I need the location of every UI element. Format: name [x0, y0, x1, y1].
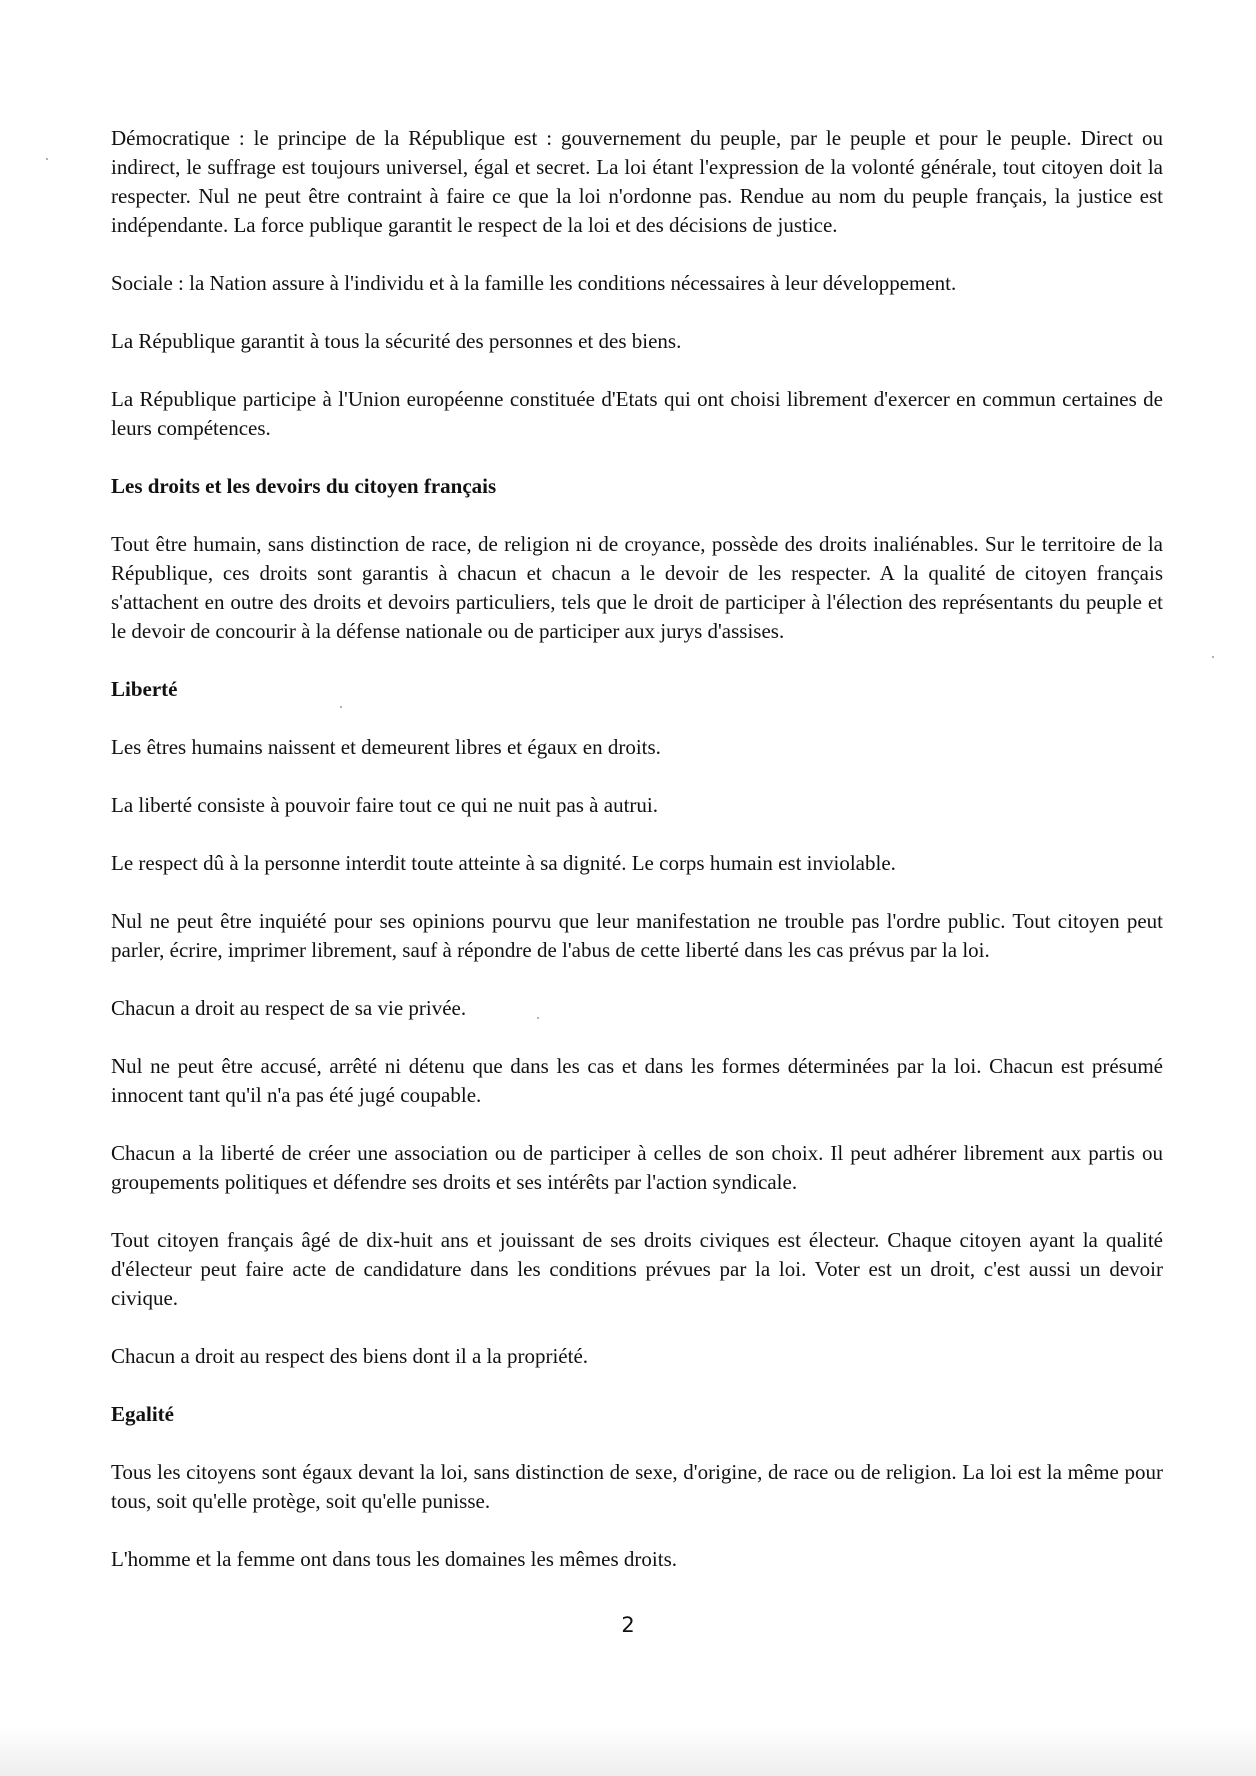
- paragraph-sociale: Sociale : la Nation assure à l'individu et à la famille les conditions nécessaires à leur développement.: [111, 271, 957, 295]
- paragraph-propriete: Chacun a droit au respect des biens dont il a la propriété.: [111, 1344, 589, 1368]
- paragraph-securite: La République garantit à tous la sécurité des personnes et des biens.: [111, 329, 682, 353]
- scan-speck: [1212, 656, 1214, 658]
- paragraph-egalite-loi: Tous les citoyens sont égaux devant la loi, sans distinction de sexe, d'origine, de race ou de religion. La loi est la même pour tous, soit qu'elle protège, soit qu'elle punisse.: [111, 1460, 1163, 1513]
- document-body: [111, 124, 1163, 1603]
- paragraph-electeur: Tout citoyen français âgé de dix-huit ans et jouissant de ses droits civiques est électeur. Chaque citoyen ayant la qualité d'électeur peut faire acte de candidature dans les conditions prévues par la loi. Voter est un droit, c'est aussi un devoir civique.: [111, 1228, 1163, 1310]
- page-number: 2: [621, 1613, 635, 1637]
- heading-droits-devoirs: Les droits et les devoirs du citoyen français: [111, 474, 497, 498]
- paragraph-union-europeenne: La République participe à l'Union européenne constituée d'Etats qui ont choisi librement d'exercer en commun certaines de leurs compétences.: [111, 387, 1163, 440]
- paragraph-democratique: Démocratique : le principe de la République est : gouvernement du peuple, par le peuple et pour le peuple. Direct ou indirect, le suffrage est toujours universel, égal et secret. La loi étant l'expression de la volonté générale, tout citoyen doit la respecter. Nul ne peut être contraint à faire ce que la loi n'ordonne pas. Rendue au nom du peuple français, la justice est indépendante. La force publique garantit le respect de la loi et des décisions de justice.: [111, 126, 1163, 237]
- heading-egalite: Egalité: [111, 1402, 174, 1426]
- paragraph-vie-privee: Chacun a droit au respect de sa vie privée.: [111, 996, 467, 1020]
- paragraph-droits-inalienables: Tout être humain, sans distinction de race, de religion ni de croyance, possède des droits inaliénables. Sur le territoire de la République, ces droits sont garantis à chacun et chacun a le devoir de les respecter. A la qualité de citoyen français s'attachent en outre des droits et devoirs particuliers, tels que le droit de participer à l'élection des représentants du peuple et le devoir de concourir à la défense nationale ou de participer aux jurys d'assises.: [111, 532, 1163, 643]
- scan-speck: [46, 158, 48, 160]
- scan-speck: [537, 1017, 539, 1019]
- paragraph-opinions: Nul ne peut être inquiété pour ses opinions pourvu que leur manifestation ne trouble pas l'ordre public. Tout citoyen peut parler, écrire, imprimer librement, sauf à répondre de l'abus de cette liberté dans les cas prévus par la loi.: [111, 909, 1163, 962]
- paragraph-libres-egaux: Les êtres humains naissent et demeurent libres et égaux en droits.: [111, 735, 661, 759]
- paragraph-dignite: Le respect dû à la personne interdit toute atteinte à sa dignité. Le corps humain est inviolable.: [111, 851, 896, 875]
- paragraph-liberte-definition: La liberté consiste à pouvoir faire tout ce qui ne nuit pas à autrui.: [111, 793, 658, 817]
- paragraph-presomption-innocence: Nul ne peut être accusé, arrêté ni détenu que dans les cas et dans les formes déterminées par la loi. Chacun est présumé innocent tant qu'il n'a pas été jugé coupable.: [111, 1054, 1163, 1107]
- paragraph-homme-femme: L'homme et la femme ont dans tous les domaines les mêmes droits.: [111, 1547, 678, 1571]
- scan-speck: [340, 706, 342, 708]
- heading-liberte: Liberté: [111, 677, 178, 701]
- paragraph-association: Chacun a la liberté de créer une association ou de participer à celles de son choix. Il peut adhérer librement aux partis ou groupements politiques et défendre ses droits et ses intérêts par l'action syndicale.: [111, 1141, 1163, 1194]
- page-bottom-edge: [0, 1726, 1256, 1776]
